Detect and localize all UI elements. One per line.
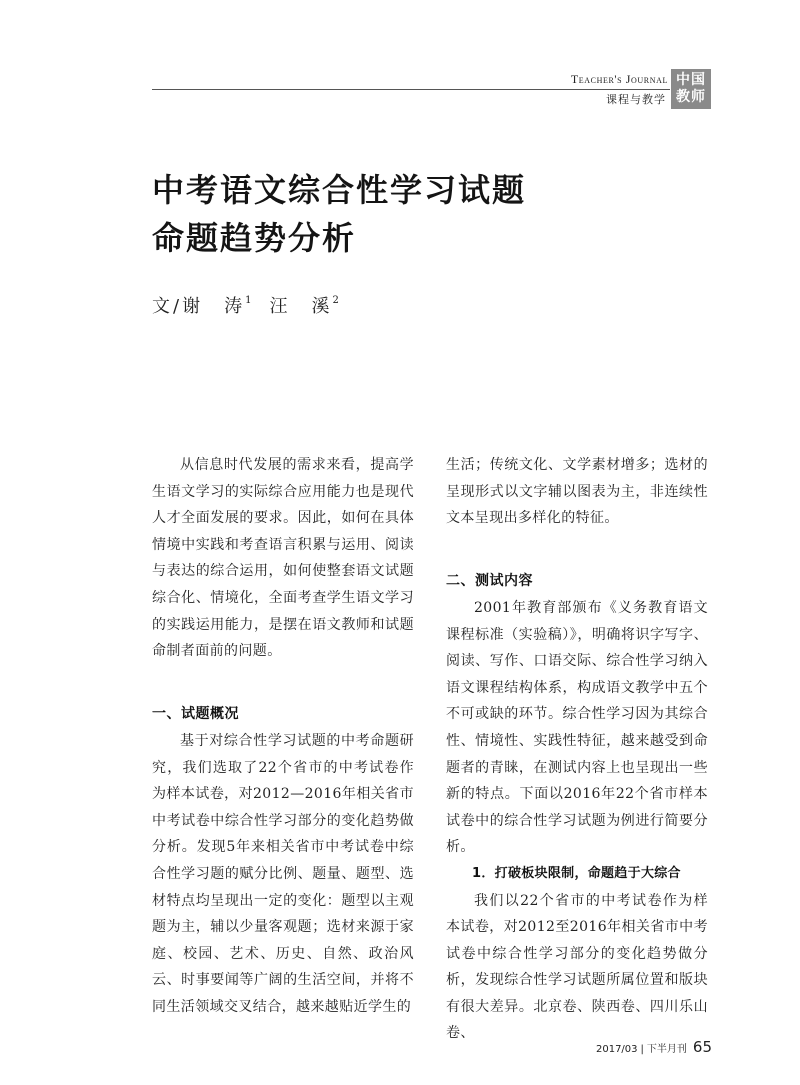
issue-date: 2017/03 <box>595 1044 638 1055</box>
section-label: 课程与教学 <box>606 93 666 106</box>
intro-paragraph: 从信息时代发展的需求来看，提高学生语文学习的实际综合应用能力也是现代人才全面发展的要求。因此，如何在具体情境中实践和考查语言积累与运用、阅读与表达的综合运用，如何使整套语文试题综合化、情境化，全面考查学生语文学习的实践运用能力，是摆在语文教师和试题命制者面前的问题。 <box>152 457 414 660</box>
section-1-heading: 一、试题概况 <box>152 706 239 723</box>
author-2-superscript: 2 <box>332 295 339 306</box>
logo-line-1: 中国 <box>676 72 706 88</box>
continuation-paragraph: 生活；传统文化、文学素材增多；选材的呈现形式以文字辅以图表为主，非连续性文本呈现出多样化的特征。 <box>446 457 708 527</box>
logo-line-2: 教师 <box>676 89 706 105</box>
author-1-superscript: 1 <box>245 295 252 306</box>
author-2: 汪 溪 <box>269 296 333 317</box>
journal-logo <box>671 69 711 109</box>
title-line-1: 中考语文综合性学习试题 <box>152 171 527 209</box>
author-1: 文/谢 涛 <box>152 296 246 317</box>
right-column <box>446 452 708 1047</box>
author-line <box>152 292 339 318</box>
section-2-heading: 二、测试内容 <box>446 573 533 590</box>
article-title <box>152 166 652 262</box>
header-divider <box>152 89 670 90</box>
journal-name-en: Teacher's Journal <box>570 72 668 86</box>
section-2-paragraph: 2001年教育部颁布《义务教育语文课程标准（实验稿）》，明确将识字写字、阅读、写作、口语交际、综合性学习纳入语文课程结构体系，构成语文教学中五个不可或缺的环节。综合性学习因为其综合性、情境性、实践性特征，越来越受到命题者的青睐，在测试内容上也呈现出一些新的特点。下面以2016年22个省市样本试卷中的综合性学习试题为例进行简要分析。 <box>446 599 708 856</box>
subsection-1-heading: 1．打破板块限制，命题趋于大综合 <box>472 865 681 881</box>
page-number: 65 <box>692 1038 712 1056</box>
footer-separator: | <box>640 1044 644 1055</box>
section-1-paragraph: 基于对综合性学习试题的中考命题研究，我们选取了22个省市的中考试卷作为样本试卷，对2012—2016年相关省市中考试卷中综合性学习部分的变化趋势做分析。发现5年来相关省市中考试卷中综合性学习题的赋分比例、题量、题型、选材特点均呈现出一定的变化：题型以主观题为主，辅以少量客观题；选材来源于家庭、校园、艺术、历史、自然、政治风云、时事要闻等广阔的生活空间，并将不同生活领域交叉结合，越来越贴近学生的 <box>152 732 414 1015</box>
page-footer <box>560 1037 712 1056</box>
title-line-2: 命题趋势分析 <box>152 219 357 257</box>
subsection-1-paragraph: 我们以22个省市的中考试卷作为样本试卷，对2012至2016年相关省市中考试卷中综合性学习部分的变化趋势做分析，发现综合性学习试题所属位置和版块有很大差异。北京卷、陕西卷、四川乐山卷、 <box>446 892 708 1042</box>
left-column <box>152 452 414 1020</box>
issue-label: 下半月刊 <box>646 1044 687 1055</box>
